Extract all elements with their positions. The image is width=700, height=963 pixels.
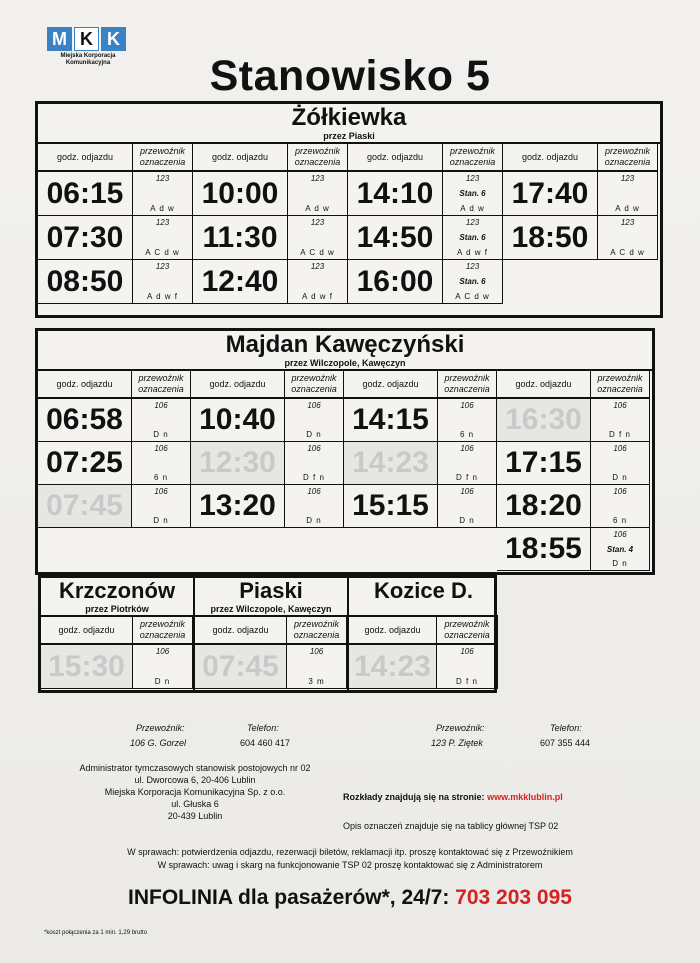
header-info-line1: przewoźnik — [444, 619, 490, 629]
carrier-number: 123 — [465, 218, 480, 227]
header-info-line1: przewoźnik — [139, 146, 186, 156]
empty-cell — [438, 528, 497, 571]
carrier-number: 106 — [307, 401, 321, 410]
header-info — [132, 371, 191, 399]
stand-note: Stan. 4 — [606, 544, 634, 554]
carrier-number: 106 — [309, 647, 324, 656]
departure-info — [133, 172, 193, 216]
header-info — [133, 617, 193, 645]
route-codes: A d w — [305, 204, 330, 213]
departure-info — [443, 216, 503, 260]
carrier-number: 123 — [155, 218, 170, 227]
infolinia-number: 703 203 095 — [455, 886, 572, 909]
carrier-number: 106 — [155, 647, 170, 656]
header-info-line2: oznaczenia — [293, 630, 340, 640]
website-link[interactable]: www.mkklublin.pl — [487, 792, 563, 802]
carrier-number: 123 — [465, 174, 480, 183]
route-codes: 3 m — [308, 677, 325, 686]
header-info-line1: przewoźnik — [291, 373, 337, 383]
departures-grid — [38, 371, 652, 571]
destination-name: Majdan Kawęczyński — [225, 331, 465, 358]
small-head — [349, 578, 498, 617]
departure-time: 07:30 — [38, 216, 133, 260]
infolinia-label: INFOLINIA dla pasażerów*, 24/7: — [128, 886, 450, 909]
header-info-line1: przewoźnik — [294, 146, 341, 156]
destination-name: Piaski — [239, 578, 303, 603]
infolinia — [0, 885, 700, 911]
route-codes: D n — [306, 430, 322, 439]
route-codes: D f n — [456, 677, 478, 686]
departure-time: 06:58 — [38, 399, 132, 442]
notice-carrier: W sprawach: potwierdzenia odjazdu, rezerwacji biletów, reklamacji itp. proszę kontaktować się z Przewoźnikiem — [127, 847, 573, 857]
route-codes: D n — [459, 516, 475, 525]
departure-info — [132, 485, 191, 528]
departure-time: 10:00 — [193, 172, 288, 216]
phone1-label: Telefon: — [247, 723, 279, 733]
header-info-line2: oznaczenia — [604, 157, 651, 167]
empty-cell — [344, 528, 438, 571]
carrier-number: 106 — [613, 401, 627, 410]
header-time: godz. odjazdu — [497, 371, 591, 399]
departure-time: 17:40 — [503, 172, 598, 216]
destination-via — [349, 604, 498, 615]
route-codes: D n — [306, 516, 322, 525]
departure-info — [591, 399, 650, 442]
route-codes: D n — [612, 473, 628, 482]
logo-letter: K — [74, 27, 99, 51]
destination-via: przez Wilczopole, Kawęczyn — [284, 358, 406, 368]
online-text: Rozkłady znajdują się na stronie: — [343, 792, 485, 802]
header-info — [287, 617, 347, 645]
admin-block — [40, 762, 350, 822]
departure-info — [443, 172, 503, 216]
departures-grid — [349, 617, 498, 689]
route-codes: A d w f — [456, 248, 488, 257]
carrier-number: 123 — [310, 218, 325, 227]
header-info-line2: oznaczenia — [139, 157, 186, 167]
carrier1-label: Przewoźnik: — [136, 723, 185, 733]
phone2-value: 607 355 444 — [540, 738, 591, 748]
logo-line2: Komunikacyjna — [65, 60, 111, 66]
route-codes: A C d w — [455, 292, 490, 301]
empty-cell — [38, 528, 132, 571]
carrier-number: 106 — [613, 487, 627, 496]
page-title: Stanowisko 5 — [209, 52, 491, 100]
departure-time: 18:55 — [497, 528, 591, 571]
departure-time: 14:50 — [348, 216, 443, 260]
destination-name: Żółkiewka — [291, 104, 407, 131]
admin-line: ul. Dworcowa 6, 20-406 Lublin — [134, 775, 256, 785]
carrier2-label: Przewoźnik: — [436, 723, 485, 733]
carrier-number: 106 — [307, 444, 321, 453]
header-time: godz. odjazdu — [344, 371, 438, 399]
carrier-number: 106 — [460, 487, 474, 496]
departure-time: 14:23 — [349, 645, 437, 689]
carrier-number: 123 — [620, 174, 635, 183]
carrier-number: 123 — [155, 174, 170, 183]
departure-time: 07:45 — [195, 645, 287, 689]
destination-name: Krzczonów — [58, 578, 176, 603]
departure-info — [288, 172, 348, 216]
departure-info — [133, 260, 193, 304]
online-info — [343, 791, 563, 803]
departure-info — [288, 260, 348, 304]
route-codes: A d w — [460, 204, 485, 213]
departure-info — [598, 172, 658, 216]
header-info-line2: oznaczenia — [294, 157, 341, 167]
departure-info — [132, 442, 191, 485]
carrier-number: 106 — [307, 487, 321, 496]
departure-time: 12:30 — [191, 442, 285, 485]
header-info-line1: przewoźnik — [293, 619, 340, 629]
header-info-line1: przewoźnik — [449, 146, 496, 156]
route-codes: D n — [153, 516, 169, 525]
header-info-line2: oznaczenia — [449, 157, 496, 167]
header-info — [598, 144, 658, 172]
route-codes: D n — [154, 677, 171, 686]
carrier-number: 106 — [154, 487, 168, 496]
carrier-number: 106 — [613, 530, 627, 539]
header-info — [437, 617, 498, 645]
header-info-line1: przewoźnik — [138, 373, 184, 383]
logo-letter: K — [101, 27, 126, 51]
departure-time: 14:10 — [348, 172, 443, 216]
departure-info — [133, 645, 193, 689]
carrier2-value: 123 P. Ziętek — [431, 738, 483, 748]
route-codes: 6 n — [459, 430, 475, 439]
departure-time: 14:15 — [344, 399, 438, 442]
carrier-number: 106 — [460, 401, 474, 410]
carrier-number: 123 — [620, 218, 635, 227]
departures-grid — [41, 617, 193, 689]
header-info — [591, 371, 650, 399]
header-time: godz. odjazdu — [193, 144, 288, 172]
header-info-line2: oznaczenia — [291, 384, 337, 394]
departure-info — [285, 485, 344, 528]
notice-admin: W sprawach: uwag i skarg na funkcjonowanie TSP 02 proszę kontaktować się z Administratorem — [157, 860, 543, 870]
departure-info — [132, 399, 191, 442]
departure-info — [438, 442, 497, 485]
route-codes: A C d w — [610, 248, 645, 257]
small-head — [195, 578, 347, 617]
departure-time: 12:40 — [193, 260, 288, 304]
route-codes: D n — [612, 559, 628, 568]
departure-time: 18:20 — [497, 485, 591, 528]
carrier-number: 123 — [465, 262, 480, 271]
empty-cell — [598, 260, 658, 304]
carrier-number: 123 — [310, 174, 325, 183]
destination-via: przez Piaski — [323, 131, 375, 141]
header-time: godz. odjazdu — [38, 371, 132, 399]
carrier-number: 106 — [154, 444, 168, 453]
departure-time: 18:50 — [503, 216, 598, 260]
departure-time: 17:15 — [497, 442, 591, 485]
logo-letter: M — [47, 27, 72, 51]
header-info-line2: oznaczenia — [444, 630, 490, 640]
departure-info — [287, 645, 347, 689]
route-codes: D f n — [303, 473, 325, 482]
departure-time: 06:15 — [38, 172, 133, 216]
departure-info — [285, 399, 344, 442]
cost-note: *koszt połączenia za 1 min. 1,29 brutto — [44, 930, 148, 936]
departure-time: 15:30 — [41, 645, 133, 689]
header-info-line1: przewoźnik — [444, 373, 490, 383]
departure-time: 07:45 — [38, 485, 132, 528]
header-info — [443, 144, 503, 172]
departure-info — [598, 216, 658, 260]
departure-time: 16:00 — [348, 260, 443, 304]
route-codes: D f n — [609, 430, 631, 439]
logo-line1: Miejska Korporacja — [60, 53, 116, 59]
departure-time: 10:40 — [191, 399, 285, 442]
empty-cell — [285, 528, 344, 571]
header-info-line1: przewoźnik — [597, 373, 643, 383]
admin-line: ul. Głuska 6 — [171, 799, 219, 809]
departure-time: 14:23 — [344, 442, 438, 485]
header-time: godz. odjazdu — [195, 617, 287, 645]
header-info-line2: oznaczenia — [138, 384, 184, 394]
empty-cell — [132, 528, 191, 571]
departure-info — [288, 216, 348, 260]
route-codes: 6 n — [153, 473, 169, 482]
section-majdan-kaweczynski — [35, 328, 655, 575]
header-info-line2: oznaczenia — [597, 384, 643, 394]
header-time: godz. odjazdu — [191, 371, 285, 399]
destination-via: przez Piotrków — [85, 604, 149, 614]
phone2-label: Telefon: — [550, 723, 582, 733]
carrier-number: 106 — [460, 647, 474, 656]
header-info-line1: przewoźnik — [604, 146, 651, 156]
route-codes: A d w — [615, 204, 640, 213]
departure-time: 13:20 — [191, 485, 285, 528]
departure-info — [591, 442, 650, 485]
header-info-line2: oznaczenia — [444, 384, 490, 394]
admin-line: Miejska Korporacja Komunikacyjna Sp. z o.o. — [104, 787, 286, 797]
route-codes: 6 n — [612, 516, 628, 525]
small-destination — [195, 578, 349, 690]
carrier-number: 106 — [154, 401, 168, 410]
departure-info — [443, 260, 503, 304]
header-info — [133, 144, 193, 172]
departure-info — [437, 645, 498, 689]
departure-info — [285, 442, 344, 485]
route-codes: A d w — [150, 204, 175, 213]
route-codes: D f n — [456, 473, 478, 482]
header-info-line1: przewoźnik — [139, 619, 186, 629]
departure-time: 15:15 — [344, 485, 438, 528]
phone1-value: 604 460 417 — [240, 738, 291, 748]
route-codes: A d w f — [146, 292, 178, 301]
route-codes: A d w f — [301, 292, 333, 301]
destination-via: przez Wilczopole, Kawęczyn — [210, 604, 332, 614]
route-codes: A C d w — [300, 248, 335, 257]
stand-note: Stan. 6 — [459, 233, 486, 242]
header-info — [438, 371, 497, 399]
stand-note: Stan. 6 — [459, 277, 486, 286]
carrier-number: 123 — [155, 262, 170, 271]
departure-time: 07:25 — [38, 442, 132, 485]
departure-time: 11:30 — [193, 216, 288, 260]
legend-note: Opis oznaczeń znajduje się na tablicy głównej TSP 02 — [343, 821, 559, 831]
departure-info — [133, 216, 193, 260]
stand-note: Stan. 6 — [459, 189, 486, 198]
carrier-number: 106 — [460, 444, 474, 453]
departure-info — [591, 528, 650, 571]
section-small-destinations — [38, 575, 497, 693]
departures-grid — [195, 617, 347, 689]
header-time: godz. odjazdu — [349, 617, 437, 645]
header-info-line2: oznaczenia — [139, 630, 186, 640]
small-head — [41, 578, 193, 617]
admin-line: 20-439 Lublin — [167, 811, 223, 821]
admin-line: Administrator tymczasowych stanowisk postojowych nr 02 — [79, 763, 311, 773]
small-destination — [41, 578, 195, 690]
route-codes: A C d w — [145, 248, 180, 257]
departures-grid — [38, 144, 660, 304]
carrier1-value: 106 G. Gorzel — [130, 738, 187, 748]
departure-info — [438, 485, 497, 528]
empty-cell — [191, 528, 285, 571]
departure-info — [591, 485, 650, 528]
header-time: godz. odjazdu — [503, 144, 598, 172]
header-info — [285, 371, 344, 399]
empty-cell — [503, 260, 598, 304]
destination-name: Kozice D. — [373, 578, 474, 603]
small-destination — [349, 578, 498, 690]
carrier-number: 123 — [310, 262, 325, 271]
header-info — [288, 144, 348, 172]
carrier-number: 106 — [613, 444, 627, 453]
departure-time: 08:50 — [38, 260, 133, 304]
section-zolkiewka — [35, 101, 663, 318]
route-codes: D n — [153, 430, 169, 439]
header-time: godz. odjazdu — [38, 144, 133, 172]
departure-time: 16:30 — [497, 399, 591, 442]
departure-info — [438, 399, 497, 442]
header-time: godz. odjazdu — [348, 144, 443, 172]
header-time: godz. odjazdu — [41, 617, 133, 645]
